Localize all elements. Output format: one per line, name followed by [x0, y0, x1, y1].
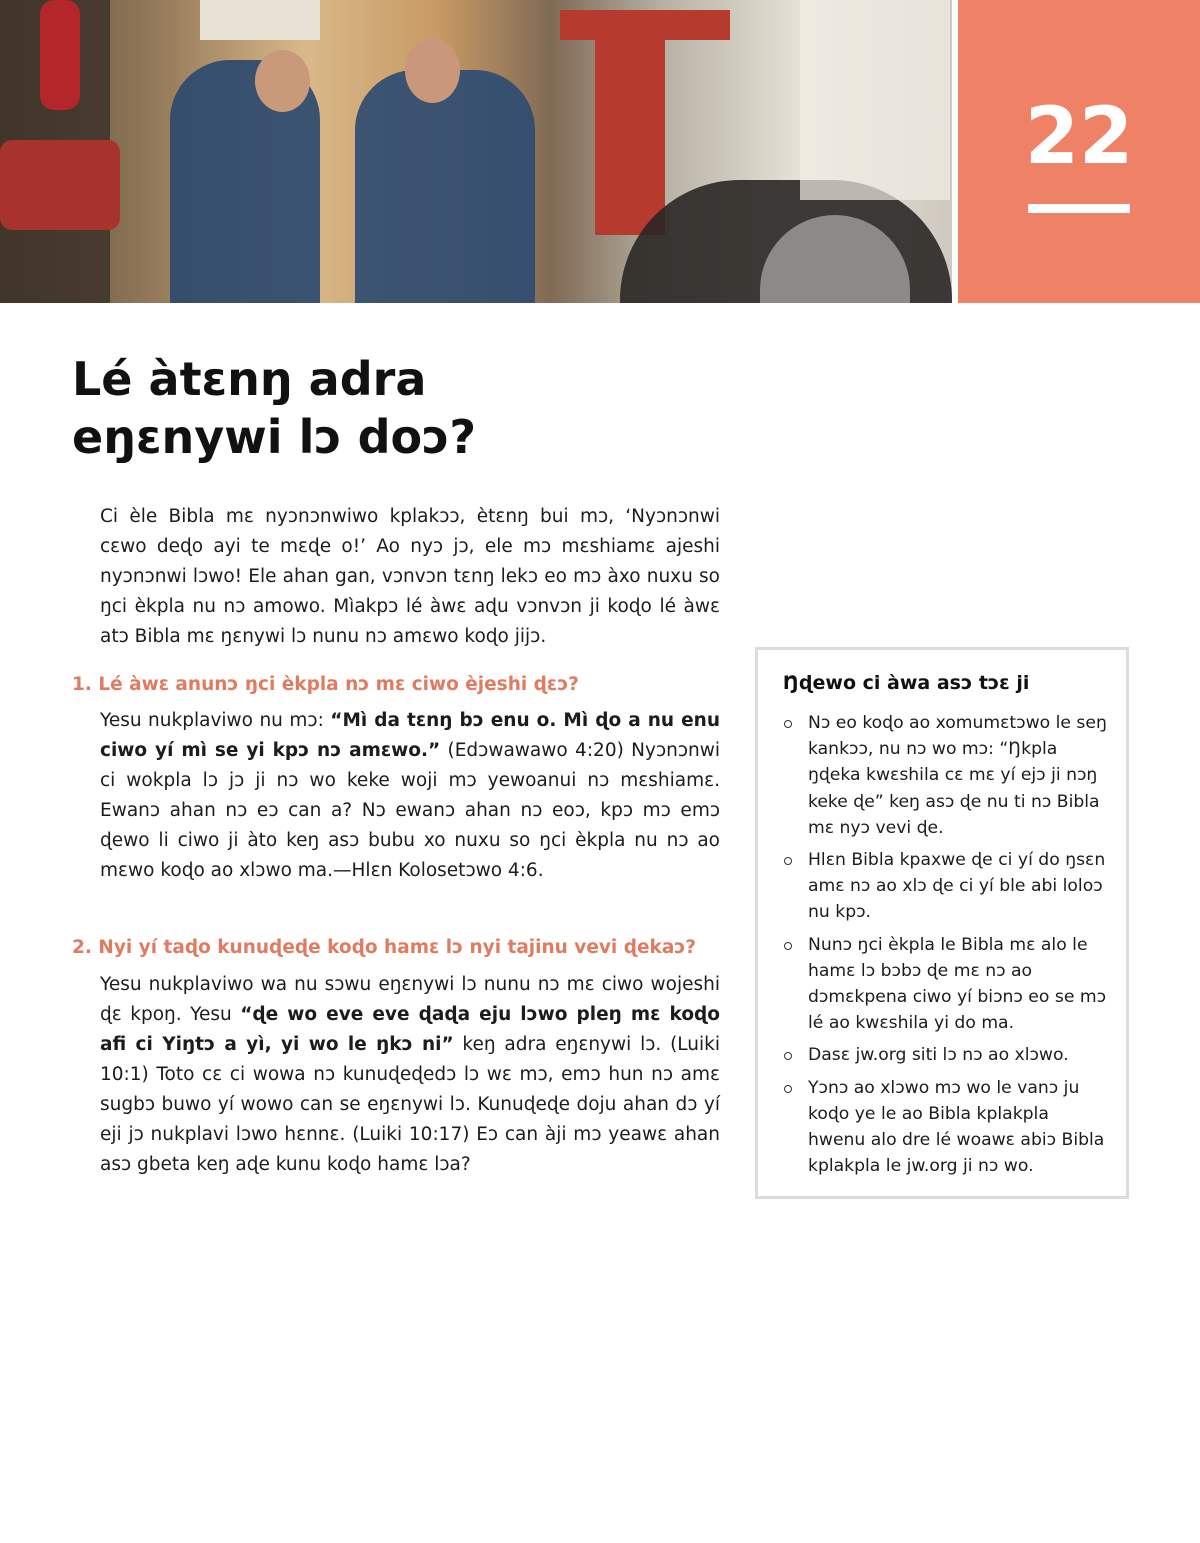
suggestions-title: Ŋɖewo ci àwa asɔ tɔɛ ji	[783, 672, 1030, 694]
bullet-circle-icon	[784, 857, 792, 865]
answer-2-paragraph	[100, 970, 720, 1180]
bullet-circle-icon	[784, 720, 792, 728]
list-item	[780, 710, 1110, 841]
suggestions-list	[780, 710, 1110, 1185]
page-title-line-1: Lé àtɛnŋ adra	[72, 352, 427, 406]
bullet-circle-icon	[784, 1052, 792, 1060]
answer-1-paragraph	[100, 706, 720, 886]
answer-1-text-b: (Edɔwawawo 4:20) Nyɔnɔnwi ci wokpla lɔ jɔ ji nɔ wo keke woji mɔ yewoanui nɔ mɛshiamɛ. Ewanɔ ahan nɔ eɔ can a? Nɔ ewanɔ ahan nɔ eoɔ, kpɔ mɔ emɔ ɖewo li ciwo ji àto keŋ asɔ bubu xo nuxu so ŋci èkpla nu nɔ ao mɛwo koɖo ao xlɔwo ma.—Hlɛn Kolosetɔwo 4:6.	[100, 740, 720, 881]
header-photo	[0, 0, 952, 303]
question-1: 1. Lé àwɛ anunɔ ŋci èkpla nɔ mɛ ciwo èjeshi ɖɛɔ?	[72, 674, 579, 695]
list-item-text: Yɔnɔ ao xlɔwo mɔ wo le vanɔ ju koɖo ye le ao Bibla kplakpla hwenu alo dre lé woawɛ abiɔ Bibla kplakpla le jw.org ji nɔ wo.	[808, 1077, 1105, 1177]
lesson-number-box	[958, 0, 1200, 303]
list-item	[780, 1042, 1110, 1068]
list-item	[780, 847, 1110, 926]
list-item	[780, 1075, 1110, 1180]
list-item-text: Dasɛ jw.org siti lɔ nɔ ao xlɔwo.	[808, 1045, 1069, 1066]
intro-paragraph: Ci èle Bibla mɛ nyɔnɔnwiwo kplakɔɔ, ètɛnŋ bui mɔ, ‘Nyɔnɔnwi cɛwo deɖo ayi te mɛɖe o!’ Ao nyɔ jɔ, ele mɔ mɛshiamɛ ajeshi nyɔnɔnwi lɔwo! Ele ahan gan, vɔnvɔn tɛnŋ lekɔ eo mɔ àxo nuxu so ŋci èkpla nu nɔ amowo. Mìakpɔ lé àwɛ aɖu vɔnvɔn ji koɖo lé àwɛ atɔ Bibla mɛ ŋɛnywi lɔ nunu nɔ amɛwo koɖo jijɔ.	[100, 506, 720, 647]
question-2: 2. Nyi yí taɖo kunuɖeɖe koɖo hamɛ lɔ nyi tajinu vevi ɖekaɔ?	[72, 937, 697, 958]
page-title-line-2: eŋɛnywi lɔ doɔ?	[72, 410, 477, 464]
lesson-number-underline	[1028, 204, 1130, 213]
answer-2-text-b: keŋ adra eŋɛnywi lɔ. (Luiki 10:1) Toto cɛ ci wowa nɔ kunuɖeɖedɔ lɔ wɛ mɔ, emɔ hun nɔ amɛ sugbɔ buwo yí wowo can se eŋɛnywi lɔ. Kunuɖeɖe doju ahan dɔ yí eji jɔ nukplavi lɔwo hɛnnɛ. (Luiki 10:17) Eɔ can àji mɔ yeawɛ ahan asɔ gbeta keŋ aɖe kunu koɖo hamɛ lɔa?	[100, 1034, 720, 1175]
bullet-circle-icon	[784, 1085, 792, 1093]
list-item-text: Hlɛn Bibla kpaxwe ɖe ci yí do ŋsɛn amɛ nɔ ao xlɔ ɖe ci yí ble abi loloɔ nu kpɔ.	[808, 850, 1106, 923]
answer-2-quote: “ɖe wo eve eve ɖaɖa eju lɔwo pleŋ mɛ koɖo afi ci Yiŋtɔ a yì, yi wo le ŋkɔ ni”	[100, 1004, 720, 1055]
list-item-text: Nunɔ ŋci èkpla le Bibla mɛ alo le hamɛ lɔ bɔbɔ ɖe mɛ nɔ ao dɔmɛkpena ciwo yí biɔnɔ eo se mɔ lé ao kwɛshila yi do ma.	[808, 934, 1107, 1034]
answer-1-quote: “Mì da tɛnŋ bɔ enu o. Mì ɖo a nu enu ciwo yí mì se yi kpɔ nɔ amɛwo.”	[100, 710, 721, 761]
list-item-text: Nɔ eo koɖo ao xomumɛtɔwo le seŋ kankɔɔ, nu nɔ wo mɔ: “Ŋkpla ŋɖeka kwɛshila cɛ mɛ yí ejɔ ji nɔŋ keke ɖe” keŋ asɔ ɖe nu ti nɔ Bibla mɛ nyɔ vevi ɖe.	[808, 713, 1107, 838]
answer-1-text-a: Yesu nukplaviwo nu mɔ:	[100, 710, 331, 731]
page-title	[72, 350, 712, 466]
bullet-circle-icon	[784, 942, 792, 950]
list-item	[780, 932, 1110, 1037]
answer-2-text-a: Yesu nukplaviwo wa nu sɔwu eŋɛnywi lɔ nunu nɔ mɛ ciwo wojeshi ɖɛ kpoŋ. Yesu	[100, 974, 720, 1025]
lesson-number: 22	[1024, 92, 1134, 182]
suggestions-box	[755, 647, 1129, 1199]
